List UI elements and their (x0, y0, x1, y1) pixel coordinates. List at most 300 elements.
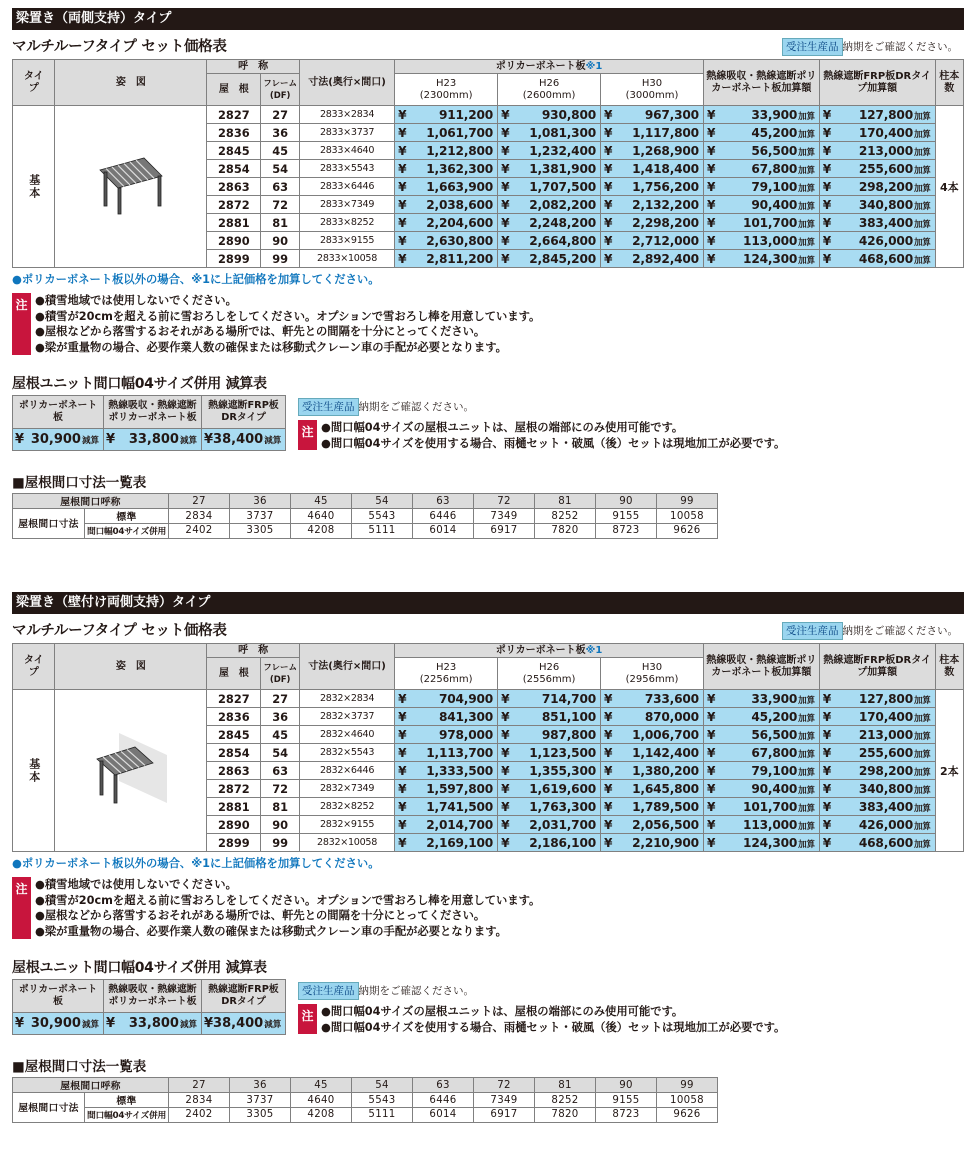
price-h30: ¥ 2,056,500 (601, 816, 704, 834)
dim-std-value: 6446 (413, 1093, 474, 1108)
dimension-table (12, 493, 718, 539)
call-header: 呼 称 (207, 60, 300, 74)
dims-header: 寸法(奥行×間口) (299, 60, 394, 106)
subtract-header: 熱線吸収・熱線遮断ポリカーボネート板 (104, 980, 202, 1013)
order-made-tag: 受注生産品 (782, 38, 843, 56)
dim-std-value: 6446 (413, 509, 474, 524)
price-h30: ¥ 1,645,800 (601, 780, 704, 798)
order-made-tag: 受注生産品 (298, 398, 359, 416)
price-h23: ¥ 1,212,800 (395, 142, 498, 160)
roof-code: 2890 (207, 232, 261, 250)
add-heat: ¥ 124,300加算 (703, 250, 819, 268)
add-heat: ¥ 113,000加算 (703, 816, 819, 834)
dimension: 2833×6446 (299, 178, 394, 196)
price-h26: ¥ 987,800 (498, 726, 601, 744)
price-h23: ¥ 2,204,600 (395, 214, 498, 232)
dim-04-value: 6917 (474, 524, 535, 539)
frame-code: 72 (261, 196, 300, 214)
frame-code: 63 (261, 762, 300, 780)
add-frp: ¥ 383,400加算 (819, 214, 935, 232)
delivery-note: 納期をご確認ください。 (358, 401, 474, 413)
price-h30: ¥ 1,789,500 (601, 798, 704, 816)
dim-code: 72 (474, 1078, 535, 1093)
dim-std-value: 4640 (291, 509, 352, 524)
delivery-note: 納期をご確認ください。 (842, 625, 958, 637)
frame-code: 27 (261, 106, 300, 124)
subtract-value: ¥ 38,400減算 (202, 429, 286, 451)
add-frp: ¥ 340,800加算 (819, 780, 935, 798)
dim-04-value: 5111 (352, 524, 413, 539)
dim-04-value: 9626 (657, 524, 718, 539)
price-h23: ¥ 2,630,800 (395, 232, 498, 250)
section-title-bar: 梁置き（両側支持）タイプ (12, 8, 964, 30)
roof-header: 屋 根 (207, 658, 261, 690)
price-h26: ¥ 2,248,200 (498, 214, 601, 232)
price-h23: ¥ 2,169,100 (395, 834, 498, 852)
price-h23: ¥ 1,362,300 (395, 160, 498, 178)
subtract-value: ¥ 33,800減算 (104, 429, 202, 451)
dim-code: 36 (230, 1078, 291, 1093)
roof-code: 2836 (207, 708, 261, 726)
subtract-value: ¥ 33,800減算 (104, 1013, 202, 1035)
price-h30: ¥ 1,268,900 (601, 142, 704, 160)
dimension: 2832×2834 (299, 690, 394, 708)
price-h26: ¥ 1,707,500 (498, 178, 601, 196)
unit-note: ●間口幅04サイズの屋根ユニットは、屋根の端部にのみ使用可能です。 (321, 421, 684, 434)
roof-code: 2854 (207, 744, 261, 762)
frame-code: 36 (261, 708, 300, 726)
caution-note: ●梁が重量物の場合、必要作業人数の確保または移動式クレーン車の手配が必要となります。 (35, 340, 507, 354)
add-frp: ¥ 426,000加算 (819, 816, 935, 834)
price-h26: ¥ 1,763,300 (498, 798, 601, 816)
poly-mark: ※1 (585, 60, 603, 72)
price-table (12, 643, 964, 852)
set-price-title: マルチルーフタイプ セット価格表 (12, 39, 227, 55)
dimension: 2833×7349 (299, 196, 394, 214)
heat-header: 熱線吸収・熱線遮断ポリカーボネート板加算額 (703, 644, 819, 690)
dimension: 2833×3737 (299, 124, 394, 142)
roof-code: 2872 (207, 780, 261, 798)
dim-std-value: 7349 (474, 1093, 535, 1108)
roof-code: 2863 (207, 762, 261, 780)
frame-code: 63 (261, 178, 300, 196)
add-frp: ¥ 468,600加算 (819, 250, 935, 268)
dimension: 2832×8252 (299, 798, 394, 816)
dim-header: 屋根間口呼称 (13, 494, 169, 509)
add-heat: ¥ 113,000加算 (703, 232, 819, 250)
type-label: 基本 (13, 690, 55, 852)
price-h23: ¥ 2,014,700 (395, 816, 498, 834)
subtract-value: ¥ 30,900減算 (13, 429, 104, 451)
frame-code: 45 (261, 142, 300, 160)
add-heat: ¥ 33,900加算 (703, 106, 819, 124)
add-frp: ¥ 127,800加算 (819, 106, 935, 124)
dim-04-value: 3305 (230, 1108, 291, 1123)
posts-value: 4本 (935, 106, 963, 268)
set-price-title: マルチルーフタイプ セット価格表 (12, 623, 227, 639)
caution-note: ●梁が重量物の場合、必要作業人数の確保または移動式クレーン車の手配が必要となります。 (35, 924, 507, 938)
dimension: 2833×2834 (299, 106, 394, 124)
dimension: 2833×9155 (299, 232, 394, 250)
add-frp: ¥ 298,200加算 (819, 178, 935, 196)
caution-badge: 注 (12, 293, 31, 355)
price-table (12, 59, 964, 268)
h26-header: H26 (2556mm) (498, 658, 601, 690)
caution-note: ●屋根などから落雪するおそれがある場所では、軒先との間隔を十分にとってください。 (35, 909, 486, 922)
price-h23: ¥ 1,333,500 (395, 762, 498, 780)
price-h23: ¥ 1,061,700 (395, 124, 498, 142)
price-h30: ¥ 2,210,900 (601, 834, 704, 852)
add-frp: ¥ 298,200加算 (819, 762, 935, 780)
price-h23: ¥ 978,000 (395, 726, 498, 744)
unit-table-title: 屋根ユニット間口幅04サイズ併用 減算表 (12, 376, 267, 392)
dim-std-value: 4640 (291, 1093, 352, 1108)
dimension: 2832×6446 (299, 762, 394, 780)
add-heat: ¥ 45,200加算 (703, 708, 819, 726)
dim-04-value: 4208 (291, 524, 352, 539)
dim-04-value: 6917 (474, 1108, 535, 1123)
dim-std-value: 2834 (169, 509, 230, 524)
dimension: 2833×4640 (299, 142, 394, 160)
dimension: 2832×4640 (299, 726, 394, 744)
add-heat: ¥ 79,100加算 (703, 762, 819, 780)
dims-header: 寸法(奥行×間口) (299, 644, 394, 690)
subtract-header: 熱線遮断FRP板DRタイプ (202, 396, 286, 429)
add-frp: ¥ 255,600加算 (819, 744, 935, 762)
dim-std-label: 標準 (85, 1093, 169, 1108)
dim-04-value: 6014 (413, 524, 474, 539)
h23-header: H23 (2256mm) (395, 658, 498, 690)
flat-roof-carport-illustration (96, 154, 166, 216)
frame-code: 90 (261, 232, 300, 250)
price-h23: ¥ 1,113,700 (395, 744, 498, 762)
h30-header: H30 (3000mm) (601, 74, 704, 106)
price-h23: ¥ 2,811,200 (395, 250, 498, 268)
figure-header: 姿 図 (55, 60, 207, 106)
dim-std-value: 5543 (352, 509, 413, 524)
add-heat: ¥ 79,100加算 (703, 178, 819, 196)
poly-mark: ※1 (585, 644, 603, 656)
dim-label: 屋根間口寸法 (13, 1093, 85, 1123)
price-h23: ¥ 1,741,500 (395, 798, 498, 816)
dim-code: 54 (352, 1078, 413, 1093)
unit-notes (298, 420, 785, 451)
price-h26: ¥ 1,381,900 (498, 160, 601, 178)
add-frp: ¥ 426,000加算 (819, 232, 935, 250)
price-h26: ¥ 851,100 (498, 708, 601, 726)
dim-04-value: 7820 (535, 524, 596, 539)
frp-header: 熱線遮断FRP板DRタイプ加算額 (819, 60, 935, 106)
caution-badge: 注 (298, 420, 317, 450)
price-h26: ¥ 1,619,600 (498, 780, 601, 798)
add-frp: ¥ 340,800加算 (819, 196, 935, 214)
dim-04-value: 2402 (169, 524, 230, 539)
roof-code: 2827 (207, 690, 261, 708)
price-h30: ¥ 967,300 (601, 106, 704, 124)
frame-header: フレーム(DF) (261, 74, 300, 106)
add-frp: ¥ 383,400加算 (819, 798, 935, 816)
dim-code: 99 (657, 1078, 718, 1093)
caution-note: ●積雪が20cmを超える前に雪おろしをしてください。オプションで雪おろし棒を用意しています。 (35, 893, 541, 907)
unit-table-title: 屋根ユニット間口幅04サイズ併用 減算表 (12, 960, 267, 976)
price-h30: ¥ 2,132,200 (601, 196, 704, 214)
dim-std-value: 9155 (596, 1093, 657, 1108)
frame-code: 72 (261, 780, 300, 798)
dimension-table (12, 1077, 718, 1123)
add-frp: ¥ 170,400加算 (819, 708, 935, 726)
dim-code: 45 (291, 1078, 352, 1093)
price-h30: ¥ 1,418,400 (601, 160, 704, 178)
roof-code: 2899 (207, 250, 261, 268)
dim-table-title: ■屋根間口寸法一覧表 (12, 1059, 147, 1075)
dim-code: 90 (596, 1078, 657, 1093)
frame-code: 54 (261, 160, 300, 178)
section-2 (12, 592, 964, 1123)
add-heat: ¥ 33,900加算 (703, 690, 819, 708)
posts-header: 柱本数 (935, 60, 963, 106)
dim-04-value: 5111 (352, 1108, 413, 1123)
dimension: 2832×10058 (299, 834, 394, 852)
frame-code: 81 (261, 214, 300, 232)
caution-badge: 注 (12, 877, 31, 939)
dim-std-value: 9155 (596, 509, 657, 524)
roof-header: 屋 根 (207, 74, 261, 106)
price-h23: ¥ 841,300 (395, 708, 498, 726)
dim-std-value: 10058 (657, 1093, 718, 1108)
add-heat: ¥ 101,700加算 (703, 214, 819, 232)
roof-code: 2890 (207, 816, 261, 834)
frame-code: 99 (261, 250, 300, 268)
caution-notes (12, 877, 964, 939)
caution-note: ●積雪地域では使用しないでください。 (35, 878, 237, 891)
price-h30: ¥ 2,298,200 (601, 214, 704, 232)
price-h26: ¥ 1,355,300 (498, 762, 601, 780)
price-h26: ¥ 1,081,300 (498, 124, 601, 142)
subtract-header: ポリカーボネート板 (13, 396, 104, 429)
subtract-value: ¥ 38,400減算 (202, 1013, 286, 1035)
dim-04-value: 8723 (596, 1108, 657, 1123)
price-h26: ¥ 1,123,500 (498, 744, 601, 762)
figure-cell (55, 106, 207, 268)
dim-std-value: 8252 (535, 1093, 596, 1108)
wall-mounted-roof-illustration (91, 729, 171, 809)
frp-header: 熱線遮断FRP板DRタイプ加算額 (819, 644, 935, 690)
caution-note: ●積雪が20cmを超える前に雪おろしをしてください。オプションで雪おろし棒を用意しています。 (35, 309, 541, 323)
unit-note: ●間口幅04サイズの屋根ユニットは、屋根の端部にのみ使用可能です。 (321, 1005, 684, 1018)
add-heat: ¥ 90,400加算 (703, 780, 819, 798)
add-heat: ¥ 67,800加算 (703, 160, 819, 178)
roof-code: 2872 (207, 196, 261, 214)
type-header: タイプ (13, 60, 55, 106)
frame-code: 54 (261, 744, 300, 762)
add-heat: ¥ 67,800加算 (703, 744, 819, 762)
unit-note: ●間口幅04サイズを使用する場合、雨樋セット・破風（後）セットは現地加工が必要です。 (321, 436, 786, 450)
frame-code: 27 (261, 690, 300, 708)
order-made-tag: 受注生産品 (298, 982, 359, 1000)
section-title-bar: 梁置き（壁付け両側支持）タイプ (12, 592, 964, 614)
price-h30: ¥ 1,380,200 (601, 762, 704, 780)
dim-04-value: 6014 (413, 1108, 474, 1123)
price-h26: ¥ 2,031,700 (498, 816, 601, 834)
type-header: タイプ (13, 644, 55, 690)
dim-std-value: 10058 (657, 509, 718, 524)
add-frp: ¥ 468,600加算 (819, 834, 935, 852)
dim-code: 36 (230, 494, 291, 509)
dim-table-title: ■屋根間口寸法一覧表 (12, 475, 147, 491)
frame-code: 90 (261, 816, 300, 834)
dim-code: 27 (169, 1078, 230, 1093)
delivery-note: 納期をご確認ください。 (358, 985, 474, 997)
dim-std-value: 3737 (230, 1093, 291, 1108)
add-frp: ¥ 255,600加算 (819, 160, 935, 178)
price-h30: ¥ 733,600 (601, 690, 704, 708)
h23-header: H23 (2300mm) (395, 74, 498, 106)
dim-04-value: 3305 (230, 524, 291, 539)
subtract-value: ¥ 30,900減算 (13, 1013, 104, 1035)
dim-std-value: 5543 (352, 1093, 413, 1108)
dim-code: 81 (535, 1078, 596, 1093)
subtract-table (12, 979, 286, 1035)
add-heat: ¥ 90,400加算 (703, 196, 819, 214)
dim-04-value: 2402 (169, 1108, 230, 1123)
add-frp: ¥ 213,000加算 (819, 726, 935, 744)
price-h26: ¥ 2,664,800 (498, 232, 601, 250)
dim-04-value: 4208 (291, 1108, 352, 1123)
figure-cell (55, 690, 207, 852)
roof-code: 2836 (207, 124, 261, 142)
dimension: 2833×5543 (299, 160, 394, 178)
price-h26: ¥ 930,800 (498, 106, 601, 124)
dim-04-label: 間口幅04サイズ併用 (85, 1108, 169, 1123)
posts-header: 柱本数 (935, 644, 963, 690)
price-h23: ¥ 2,038,600 (395, 196, 498, 214)
call-header: 呼 称 (207, 644, 300, 658)
delivery-note: 納期をご確認ください。 (842, 41, 958, 53)
dim-04-label: 間口幅04サイズ併用 (85, 524, 169, 539)
roof-code: 2845 (207, 142, 261, 160)
poly-note: ●ポリカーボネート板以外の場合、※1に上記価格を加算してください。 (12, 273, 380, 286)
add-frp: ¥ 127,800加算 (819, 690, 935, 708)
dim-std-value: 8252 (535, 509, 596, 524)
posts-value: 2本 (935, 690, 963, 852)
dim-code: 63 (413, 1078, 474, 1093)
dim-std-value: 7349 (474, 509, 535, 524)
price-h26: ¥ 714,700 (498, 690, 601, 708)
table-row (13, 106, 964, 124)
heat-header: 熱線吸収・熱線遮断ポリカーボネート板加算額 (703, 60, 819, 106)
dim-std-value: 3737 (230, 509, 291, 524)
figure-header: 姿 図 (55, 644, 207, 690)
price-h30: ¥ 1,117,800 (601, 124, 704, 142)
price-h30: ¥ 1,756,200 (601, 178, 704, 196)
dimension: 2832×5543 (299, 744, 394, 762)
table-row (13, 690, 964, 708)
dimension: 2832×3737 (299, 708, 394, 726)
price-h30: ¥ 2,892,400 (601, 250, 704, 268)
dimension: 2833×8252 (299, 214, 394, 232)
add-heat: ¥ 56,500加算 (703, 726, 819, 744)
price-h26: ¥ 1,232,400 (498, 142, 601, 160)
subtract-header: 熱線吸収・熱線遮断ポリカーボネート板 (104, 396, 202, 429)
dimension: 2832×9155 (299, 816, 394, 834)
poly-note: ●ポリカーボネート板以外の場合、※1に上記価格を加算してください。 (12, 857, 380, 870)
price-h23: ¥ 1,597,800 (395, 780, 498, 798)
dim-04-value: 9626 (657, 1108, 718, 1123)
add-heat: ¥ 45,200加算 (703, 124, 819, 142)
caution-badge: 注 (298, 1004, 317, 1034)
dim-label: 屋根間口寸法 (13, 509, 85, 539)
price-h23: ¥ 1,663,900 (395, 178, 498, 196)
roof-code: 2881 (207, 798, 261, 816)
price-h30: ¥ 1,006,700 (601, 726, 704, 744)
dim-code: 81 (535, 494, 596, 509)
dim-std-label: 標準 (85, 509, 169, 524)
roof-code: 2827 (207, 106, 261, 124)
price-h30: ¥ 870,000 (601, 708, 704, 726)
roof-code: 2881 (207, 214, 261, 232)
add-heat: ¥ 124,300加算 (703, 834, 819, 852)
roof-code: 2854 (207, 160, 261, 178)
frame-code: 45 (261, 726, 300, 744)
order-made-tag: 受注生産品 (782, 622, 843, 640)
frame-code: 99 (261, 834, 300, 852)
dimension: 2833×10058 (299, 250, 394, 268)
subtract-table (12, 395, 286, 451)
poly-header: ポリカーボネート板※1 (395, 60, 704, 74)
price-h23: ¥ 911,200 (395, 106, 498, 124)
dim-code: 54 (352, 494, 413, 509)
frame-code: 81 (261, 798, 300, 816)
price-h26: ¥ 2,082,200 (498, 196, 601, 214)
caution-notes (12, 293, 964, 355)
type-label: 基本 (13, 106, 55, 268)
poly-header: ポリカーボネート板※1 (395, 644, 704, 658)
dim-code: 99 (657, 494, 718, 509)
add-frp: ¥ 170,400加算 (819, 124, 935, 142)
dim-code: 63 (413, 494, 474, 509)
roof-code: 2899 (207, 834, 261, 852)
add-frp: ¥ 213,000加算 (819, 142, 935, 160)
unit-note: ●間口幅04サイズを使用する場合、雨樋セット・破風（後）セットは現地加工が必要です。 (321, 1020, 786, 1034)
dim-code: 90 (596, 494, 657, 509)
subtract-header: ポリカーボネート板 (13, 980, 104, 1013)
dim-code: 27 (169, 494, 230, 509)
frame-header: フレーム(DF) (261, 658, 300, 690)
price-h30: ¥ 2,712,000 (601, 232, 704, 250)
add-heat: ¥ 101,700加算 (703, 798, 819, 816)
unit-notes (298, 1004, 785, 1035)
dim-code: 72 (474, 494, 535, 509)
h26-header: H26 (2600mm) (498, 74, 601, 106)
caution-note: ●積雪地域では使用しないでください。 (35, 294, 237, 307)
dim-04-value: 8723 (596, 524, 657, 539)
subtract-header: 熱線遮断FRP板DRタイプ (202, 980, 286, 1013)
h30-header: H30 (2956mm) (601, 658, 704, 690)
add-heat: ¥ 56,500加算 (703, 142, 819, 160)
caution-note: ●屋根などから落雪するおそれがある場所では、軒先との間隔を十分にとってください。 (35, 325, 486, 338)
section-1 (12, 8, 964, 539)
roof-code: 2845 (207, 726, 261, 744)
price-h26: ¥ 2,186,100 (498, 834, 601, 852)
price-h30: ¥ 1,142,400 (601, 744, 704, 762)
dim-header: 屋根間口呼称 (13, 1078, 169, 1093)
dimension: 2832×7349 (299, 780, 394, 798)
dim-std-value: 2834 (169, 1093, 230, 1108)
price-h23: ¥ 704,900 (395, 690, 498, 708)
dim-04-value: 7820 (535, 1108, 596, 1123)
price-h26: ¥ 2,845,200 (498, 250, 601, 268)
roof-code: 2863 (207, 178, 261, 196)
